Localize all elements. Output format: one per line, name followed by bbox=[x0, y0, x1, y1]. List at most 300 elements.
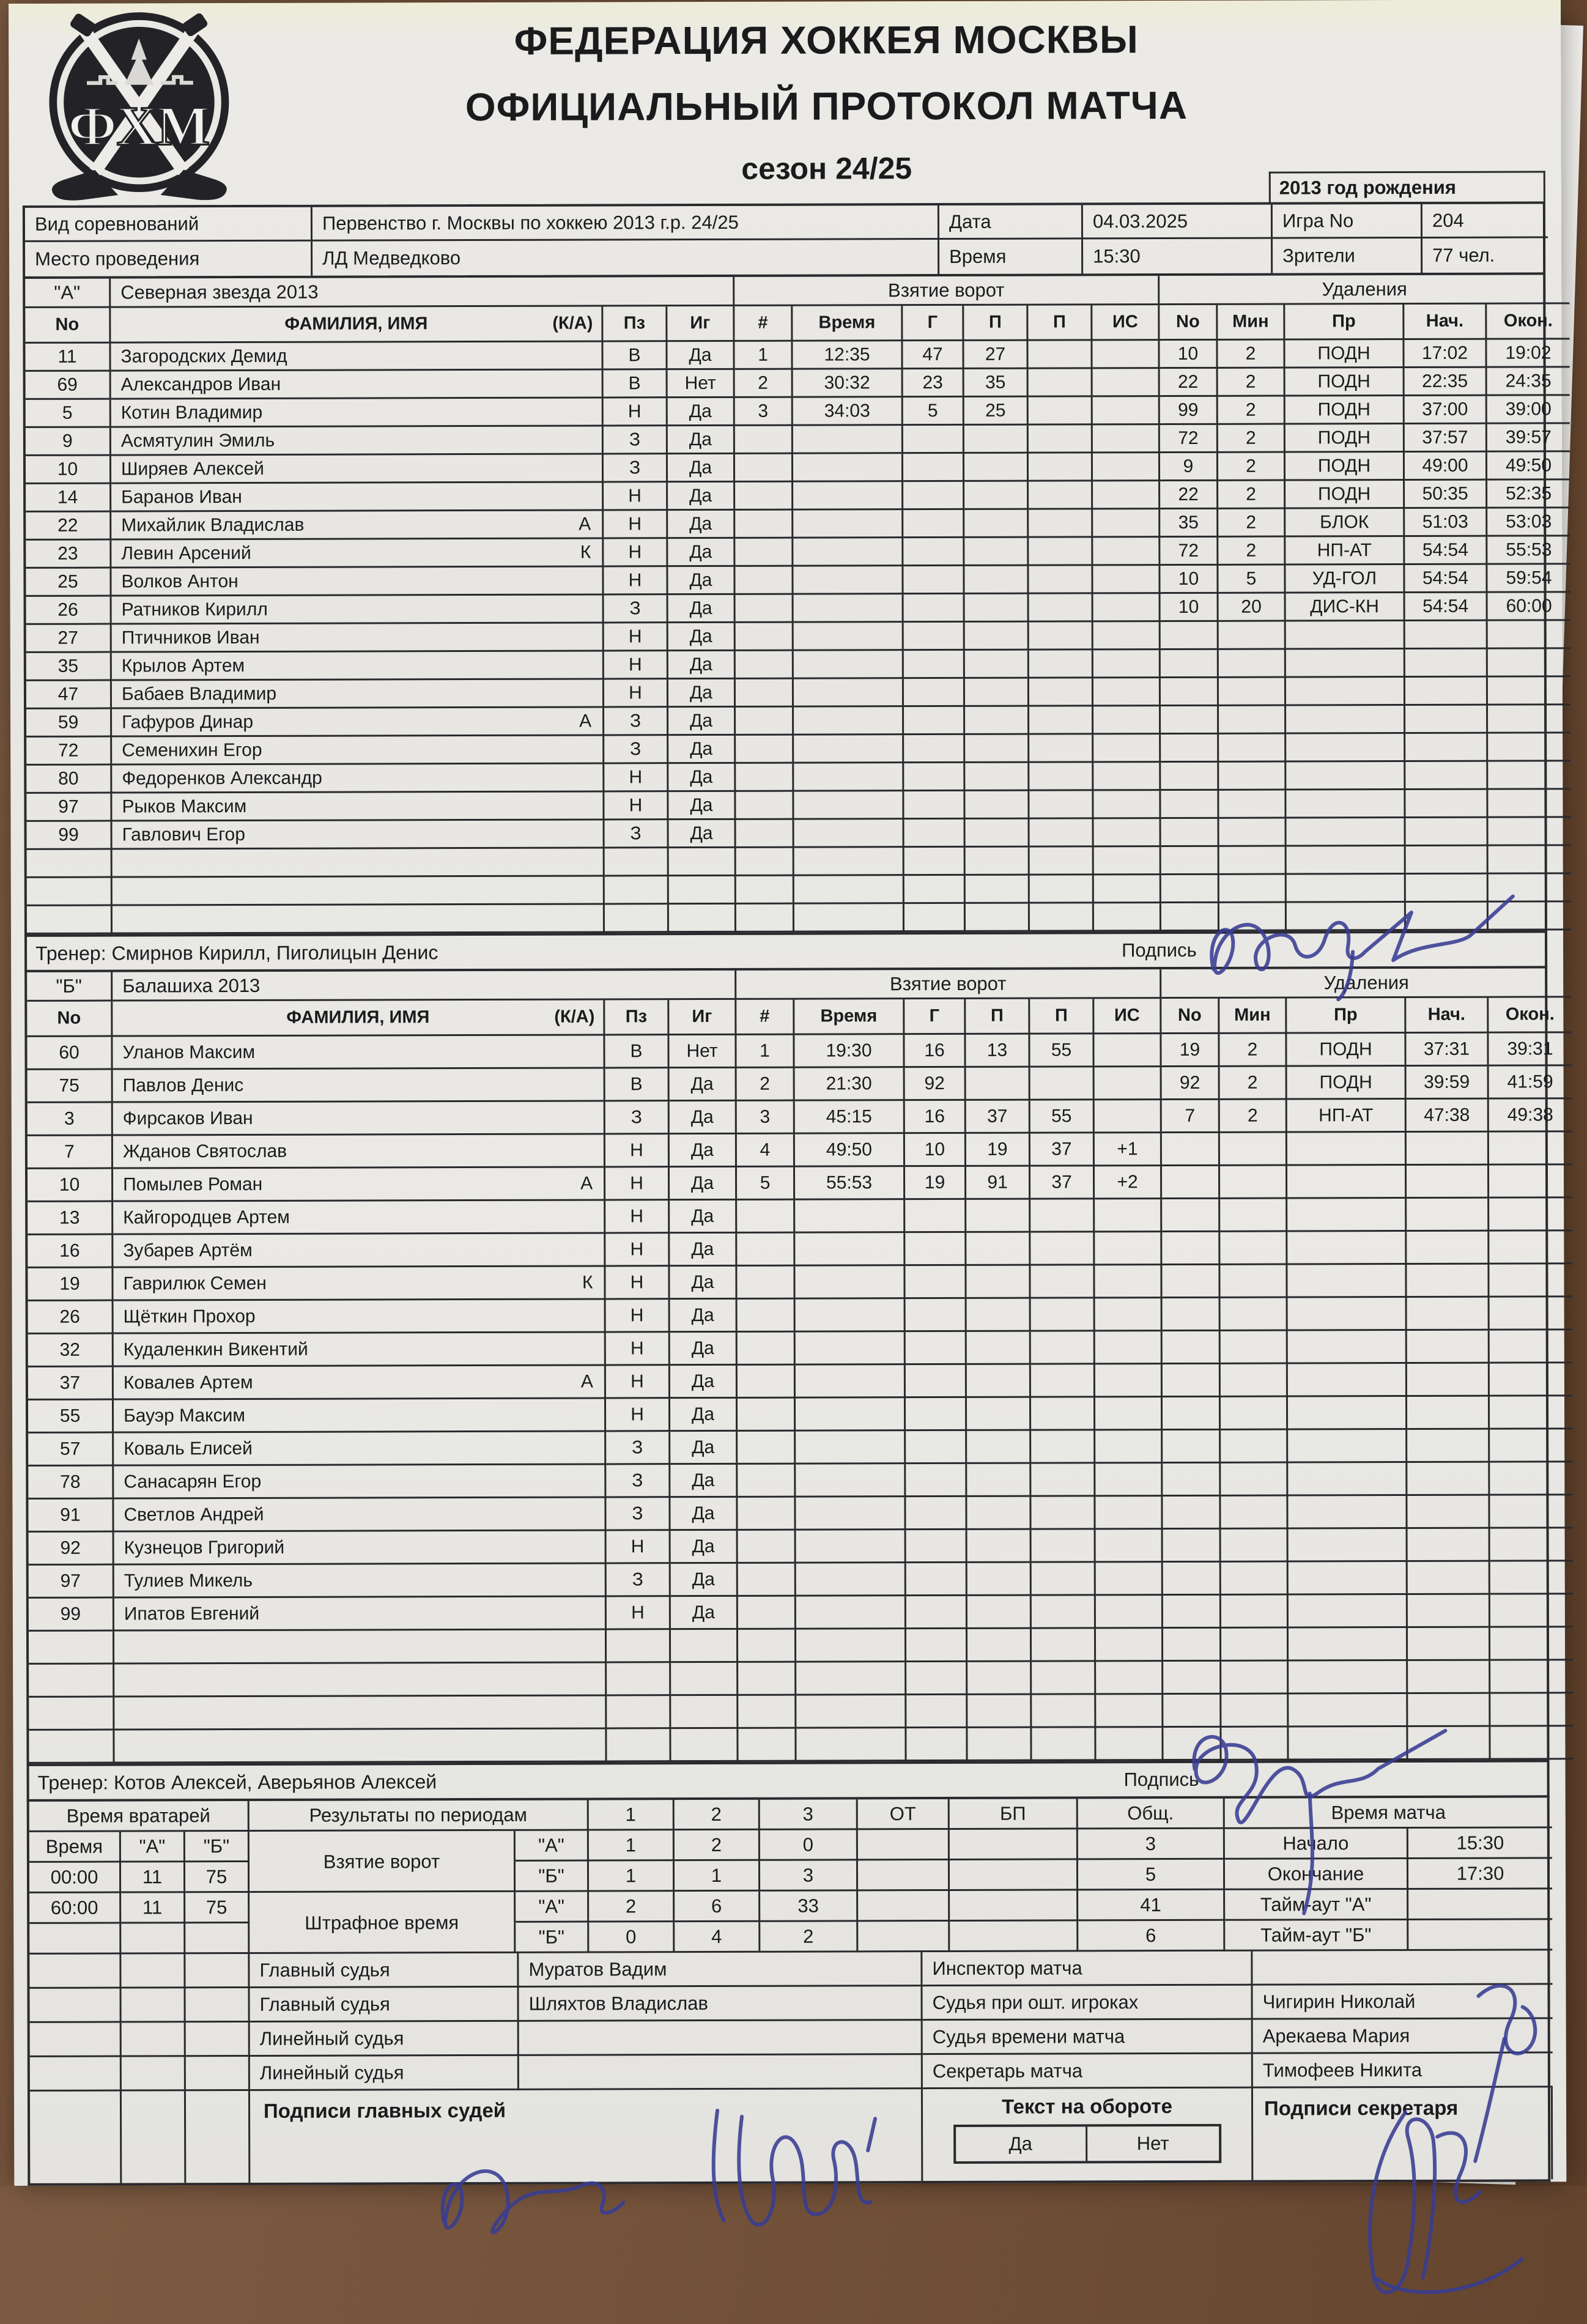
pen-min: 2 bbox=[1218, 369, 1286, 397]
pen-no bbox=[1161, 763, 1219, 791]
goal-extra bbox=[1096, 1728, 1163, 1761]
goal-extra bbox=[1093, 706, 1161, 735]
pen-start: 49:00 bbox=[1405, 453, 1487, 481]
pen-start: 54:54 bbox=[1405, 593, 1488, 621]
goal-time bbox=[793, 510, 903, 538]
pen-type: УД-ГОЛ bbox=[1286, 565, 1405, 594]
player-no: 27 bbox=[26, 625, 112, 653]
col-goal-time: Время bbox=[794, 999, 904, 1035]
col-pen-min: Мин bbox=[1219, 999, 1287, 1034]
pen-no bbox=[1163, 1430, 1221, 1464]
player-pos: Н bbox=[604, 792, 668, 820]
goal-assist1 bbox=[967, 1497, 1031, 1530]
player-name bbox=[111, 483, 604, 512]
goal-assist2 bbox=[1029, 735, 1093, 763]
pen-no: 7 bbox=[1162, 1100, 1220, 1133]
player-pos bbox=[607, 1663, 671, 1696]
pen-no bbox=[1162, 1232, 1220, 1265]
period-1-header: 1 bbox=[589, 1800, 675, 1830]
pen-type: НП-АТ bbox=[1286, 537, 1405, 566]
pen-start: 17:02 bbox=[1404, 340, 1487, 368]
spectators-value: 77 чел. bbox=[1432, 244, 1495, 266]
goal-n bbox=[736, 708, 794, 736]
empty-cell bbox=[186, 2091, 250, 2183]
player-pos bbox=[605, 848, 669, 876]
goal-extra bbox=[1095, 1364, 1163, 1397]
goal-extra bbox=[1095, 1397, 1163, 1430]
player-pos: Н bbox=[604, 483, 668, 511]
player-name bbox=[114, 1696, 607, 1730]
player-played bbox=[671, 1630, 738, 1663]
pen-type bbox=[1286, 818, 1405, 847]
pen-min bbox=[1221, 1563, 1289, 1596]
goal-extra bbox=[1095, 1464, 1163, 1497]
player-played: Да bbox=[670, 1300, 738, 1333]
player-no: 91 bbox=[28, 1500, 114, 1533]
val bbox=[950, 1921, 1078, 1952]
player-pos: З bbox=[604, 426, 668, 454]
pen-end bbox=[1490, 1528, 1573, 1561]
goal-extra bbox=[1094, 847, 1161, 875]
pen-start bbox=[1407, 1199, 1489, 1232]
goal-extra bbox=[1096, 1629, 1163, 1662]
val bbox=[950, 1829, 1078, 1860]
pen-min: 2 bbox=[1218, 453, 1286, 481]
pen-min: 2 bbox=[1218, 397, 1286, 425]
pen-min bbox=[1221, 1331, 1288, 1364]
goal-extra: +1 bbox=[1095, 1133, 1162, 1166]
team-b-coach: Тренер: Котов Алексей, Аверьянов Алексей bbox=[37, 1770, 437, 1794]
goal-n bbox=[738, 1432, 796, 1465]
pen-type: НП-АТ bbox=[1287, 1100, 1407, 1133]
pen-end: 49:50 bbox=[1487, 452, 1570, 480]
player-name bbox=[114, 1366, 606, 1400]
goal-extra bbox=[1093, 594, 1161, 622]
pen-start bbox=[1408, 1628, 1490, 1661]
back-text-options bbox=[953, 2124, 1221, 2164]
goal-assist2 bbox=[1029, 453, 1093, 481]
col-pen-end: Окон. bbox=[1489, 997, 1571, 1033]
player-name bbox=[111, 426, 604, 456]
pen-type bbox=[1288, 1496, 1407, 1530]
player-pos: З bbox=[606, 1465, 670, 1498]
goal-scorer bbox=[906, 1662, 967, 1695]
goal-time: 30:32 bbox=[793, 369, 903, 398]
pen-end: 39:00 bbox=[1487, 396, 1570, 424]
pen-type bbox=[1286, 621, 1405, 650]
goal-scorer bbox=[904, 679, 965, 707]
goal-n bbox=[738, 1597, 796, 1630]
goal-assist2 bbox=[1031, 1430, 1095, 1464]
pen-type bbox=[1289, 1595, 1408, 1629]
pen-type bbox=[1287, 1166, 1407, 1199]
goal-n: 1 bbox=[736, 1035, 794, 1068]
goal-extra bbox=[1093, 819, 1161, 847]
goal-time bbox=[796, 1398, 906, 1431]
player-played bbox=[669, 905, 736, 933]
player-name bbox=[113, 1134, 605, 1169]
player-played: Да bbox=[668, 820, 736, 848]
goals-section-title: Взятие ворот bbox=[734, 276, 1160, 306]
player-pos: Н bbox=[606, 1333, 670, 1366]
official-row bbox=[30, 2019, 1548, 2057]
val bbox=[858, 1860, 950, 1891]
pen-no bbox=[1162, 1133, 1220, 1166]
goals-rowspan-label bbox=[250, 1831, 516, 1873]
signatures-row bbox=[30, 2087, 1548, 2183]
pen-type bbox=[1287, 875, 1406, 903]
pen-end bbox=[1488, 621, 1570, 649]
val: 33 bbox=[760, 1891, 858, 1922]
goal-assist1 bbox=[965, 623, 1029, 651]
goal-extra bbox=[1095, 1298, 1163, 1331]
pen-no: 99 bbox=[1160, 397, 1218, 425]
player-no: 25 bbox=[26, 569, 111, 597]
player-name bbox=[113, 1234, 605, 1268]
goalie-row-b: 75 bbox=[185, 1862, 250, 1893]
goal-assist1 bbox=[965, 820, 1029, 848]
pen-start: 37:00 bbox=[1405, 396, 1487, 424]
player-no: 3 bbox=[28, 1103, 113, 1136]
pen-end bbox=[1490, 1363, 1572, 1396]
official-role-right: Инспектор матча bbox=[922, 1952, 1252, 1986]
pen-type bbox=[1288, 1331, 1407, 1364]
pen-no: 72 bbox=[1160, 425, 1218, 453]
goal-assist2 bbox=[1030, 1067, 1095, 1100]
goal-assist2 bbox=[1029, 397, 1093, 425]
goal-extra bbox=[1093, 397, 1160, 425]
pen-end bbox=[1490, 1462, 1572, 1495]
goal-scorer bbox=[905, 1200, 966, 1233]
goal-assist1 bbox=[966, 1233, 1030, 1266]
player-pos: З bbox=[604, 454, 668, 483]
pen-type: ПОДН bbox=[1286, 396, 1405, 425]
player-ka: А bbox=[579, 514, 591, 535]
pen-no bbox=[1163, 1464, 1221, 1497]
official-role-right: Секретарь матча bbox=[923, 2054, 1253, 2089]
player-pos: Н bbox=[605, 1234, 670, 1267]
goal-n bbox=[738, 1564, 796, 1597]
player-name-text: Левин Арсений bbox=[121, 542, 251, 564]
period-total-header: Общ. bbox=[1078, 1799, 1225, 1830]
pen-end bbox=[1488, 649, 1570, 677]
goal-extra bbox=[1093, 453, 1160, 481]
goal-assist1 bbox=[965, 651, 1029, 679]
player-name-text: Птичников Иван bbox=[121, 627, 260, 648]
player-no: 9 bbox=[26, 428, 111, 456]
pen-start bbox=[1408, 1694, 1490, 1727]
goalie-a-col: "А" bbox=[121, 1832, 185, 1862]
goal-n bbox=[738, 1399, 796, 1432]
pen-no bbox=[1163, 1662, 1221, 1695]
pen-type: ПОДН bbox=[1287, 1034, 1406, 1067]
goal-assist2 bbox=[1031, 1298, 1095, 1331]
goal-scorer: 19 bbox=[905, 1167, 966, 1200]
goal-assist2: 37 bbox=[1030, 1166, 1095, 1199]
pen-no: 10 bbox=[1160, 566, 1218, 594]
pen-start bbox=[1408, 1529, 1490, 1562]
official-name-right: Тимофеев Никита bbox=[1253, 2053, 1553, 2088]
player-pos: Н bbox=[605, 1201, 670, 1234]
pen-start bbox=[1405, 818, 1488, 846]
goal-extra bbox=[1093, 622, 1161, 650]
pen-min bbox=[1221, 1497, 1288, 1530]
goal-assist2 bbox=[1028, 341, 1092, 369]
pen-min bbox=[1219, 875, 1287, 903]
player-played: Да bbox=[668, 483, 735, 511]
pen-no: 19 bbox=[1161, 1034, 1219, 1067]
goal-time bbox=[793, 538, 903, 566]
col-no: No bbox=[25, 308, 111, 344]
pen-min: 2 bbox=[1218, 425, 1286, 453]
goal-assist1 bbox=[967, 1596, 1032, 1629]
mt-value: 15:30 bbox=[1408, 1828, 1552, 1859]
pen-type bbox=[1288, 1430, 1407, 1464]
col-goal-is: ИС bbox=[1094, 999, 1161, 1034]
player-played: Да bbox=[668, 679, 736, 708]
player-no: 5 bbox=[26, 400, 111, 428]
player-name-text: Гаврилюк Семен bbox=[123, 1273, 267, 1294]
player-pos: Н bbox=[604, 679, 668, 708]
pen-no bbox=[1161, 791, 1219, 819]
pen-no bbox=[1161, 819, 1219, 847]
pen-start bbox=[1408, 1727, 1490, 1760]
pen-min bbox=[1221, 1298, 1288, 1331]
goal-scorer bbox=[906, 1629, 967, 1662]
secretary-signature-label: Подписи секретаря bbox=[1263, 2096, 1459, 2120]
goal-n bbox=[735, 511, 793, 539]
goal-time bbox=[794, 904, 904, 932]
team-cell: "А" bbox=[516, 1892, 589, 1923]
player-pos: Н bbox=[604, 567, 668, 595]
period-bp-header: БП bbox=[950, 1799, 1078, 1830]
empty-cell bbox=[185, 1988, 250, 2022]
pen-end: 41:59 bbox=[1489, 1066, 1572, 1099]
goal-assist2 bbox=[1030, 1265, 1095, 1298]
empty-cell bbox=[185, 1954, 250, 1988]
player-no: 7 bbox=[28, 1136, 113, 1169]
periods-title: Результаты по периодам bbox=[250, 1800, 589, 1832]
goal-time bbox=[795, 1233, 905, 1266]
player-name bbox=[111, 370, 604, 399]
goal-scorer bbox=[904, 820, 965, 848]
goal-time bbox=[793, 454, 903, 482]
empty-cell bbox=[29, 1989, 121, 2023]
pen-end: 53:03 bbox=[1487, 508, 1570, 536]
goal-time: 45:15 bbox=[795, 1101, 905, 1134]
player-name bbox=[114, 1531, 607, 1565]
goal-scorer bbox=[906, 1728, 967, 1761]
judges-signatures-cell bbox=[250, 2089, 923, 2183]
pen-start: 37:57 bbox=[1405, 424, 1487, 453]
time-value: 15:30 bbox=[1083, 239, 1273, 274]
pen-end: 55:53 bbox=[1487, 536, 1570, 564]
pen-no bbox=[1163, 1397, 1221, 1430]
goal-time: 55:53 bbox=[795, 1167, 905, 1200]
goal-time: 21:30 bbox=[795, 1068, 905, 1101]
player-no: 75 bbox=[28, 1070, 113, 1103]
goal-n bbox=[737, 1201, 795, 1234]
player-no bbox=[29, 1731, 114, 1764]
val: 1 bbox=[589, 1861, 675, 1892]
game-no-value: 204 bbox=[1422, 204, 1548, 239]
col-goal-p2: П bbox=[1028, 305, 1092, 341]
pen-end bbox=[1490, 1594, 1573, 1627]
player-no: 16 bbox=[28, 1235, 113, 1268]
pen-start bbox=[1407, 1265, 1489, 1298]
pen-min bbox=[1219, 706, 1286, 735]
player-played: Да bbox=[670, 1201, 737, 1234]
official-role: Линейный судья bbox=[250, 2056, 519, 2091]
pen-no: 9 bbox=[1160, 453, 1218, 481]
col-name-label: ФАМИЛИЯ, ИМЯ bbox=[286, 1007, 430, 1027]
pen-no bbox=[1163, 1728, 1221, 1761]
summary-header-row bbox=[29, 1797, 1547, 1832]
goal-assist1: 19 bbox=[966, 1134, 1030, 1167]
player-ka: К bbox=[580, 542, 591, 563]
date-label: Дата bbox=[939, 205, 1083, 240]
player-pos bbox=[605, 876, 669, 905]
val: 6 bbox=[675, 1892, 760, 1922]
pen-min: 2 bbox=[1219, 1034, 1287, 1067]
goal-time bbox=[795, 1266, 905, 1299]
goal-time: 19:30 bbox=[794, 1035, 904, 1068]
col-goal-g: Г bbox=[903, 306, 964, 341]
goal-assist1 bbox=[964, 538, 1029, 566]
col-goal-is: ИС bbox=[1092, 305, 1160, 341]
goal-n bbox=[738, 1630, 796, 1663]
pen-min bbox=[1219, 735, 1286, 763]
pen-no: 35 bbox=[1160, 509, 1218, 538]
team-b-code: "Б" bbox=[27, 972, 113, 1002]
official-name: Шляхтов Владислав bbox=[519, 1986, 922, 2022]
pen-min: 2 bbox=[1218, 341, 1285, 369]
judges-signatures-label: Подписи главных судей bbox=[263, 2098, 506, 2122]
official-name-right: Арекаева Мария bbox=[1253, 2019, 1553, 2054]
goal-assist2 bbox=[1029, 791, 1093, 819]
goal-n bbox=[736, 623, 794, 651]
goals-section-title-b: Взятие ворот bbox=[736, 969, 1161, 1000]
goal-extra bbox=[1094, 903, 1161, 931]
goal-n: 3 bbox=[737, 1101, 795, 1134]
player-name-text: Рыков Максим bbox=[122, 796, 247, 817]
pen-start bbox=[1405, 706, 1488, 734]
player-name-text: Тулиев Микель bbox=[124, 1570, 253, 1591]
player-no bbox=[29, 1665, 114, 1698]
pen-end: 39:31 bbox=[1489, 1033, 1571, 1066]
official-role-right: Судья при ошт. игроках bbox=[922, 1986, 1252, 2021]
player-name bbox=[114, 1564, 607, 1598]
pen-start bbox=[1406, 903, 1489, 931]
goal-extra bbox=[1093, 509, 1160, 538]
pen-end bbox=[1489, 1165, 1572, 1198]
player-no: 10 bbox=[28, 1169, 113, 1202]
page-subtitle: ОФИЦИАЛЬНЫЙ ПРОТОКОЛ МАТЧА bbox=[465, 83, 1188, 130]
pen-min bbox=[1219, 650, 1286, 678]
player-pos: Н bbox=[604, 539, 668, 567]
empty-cell bbox=[30, 2023, 122, 2057]
period-3-header: 3 bbox=[760, 1799, 858, 1830]
pen-start bbox=[1405, 678, 1488, 706]
goal-n bbox=[736, 792, 794, 820]
goal-time: 49:50 bbox=[795, 1134, 905, 1167]
goal-assist2 bbox=[1030, 875, 1094, 903]
goal-time bbox=[796, 1563, 906, 1596]
goal-n: 1 bbox=[734, 342, 793, 370]
goal-scorer bbox=[904, 848, 966, 876]
goal-n bbox=[735, 539, 793, 567]
player-pos: Н bbox=[606, 1399, 670, 1432]
pen-min bbox=[1220, 1166, 1287, 1199]
player-name bbox=[113, 1201, 605, 1235]
player-name-text: Помылев Роман bbox=[123, 1174, 263, 1195]
col-pen-no: No bbox=[1160, 305, 1218, 341]
player-no: 72 bbox=[26, 738, 112, 766]
goal-assist2 bbox=[1032, 1662, 1096, 1695]
goal-assist2: 55 bbox=[1030, 1034, 1094, 1067]
pen-end: 24:35 bbox=[1487, 368, 1570, 396]
goal-assist1 bbox=[966, 1200, 1030, 1233]
player-played bbox=[671, 1663, 738, 1696]
player-played: Да bbox=[668, 708, 736, 736]
pen-no: 72 bbox=[1160, 538, 1218, 566]
goal-scorer bbox=[903, 454, 964, 482]
official-row bbox=[29, 1985, 1547, 2022]
pen-type bbox=[1287, 1265, 1407, 1298]
col-goal-time: Время bbox=[793, 306, 903, 341]
goal-time bbox=[793, 566, 903, 594]
empty-cell bbox=[185, 1923, 250, 1954]
goal-assist2 bbox=[1031, 1364, 1095, 1397]
player-no bbox=[27, 906, 113, 934]
goal-n bbox=[736, 764, 794, 792]
player-played: Нет bbox=[669, 1035, 736, 1068]
pen-end bbox=[1490, 1330, 1572, 1363]
goal-extra bbox=[1095, 1497, 1163, 1530]
pen-type bbox=[1286, 649, 1405, 678]
pen-start: 37:31 bbox=[1406, 1034, 1489, 1067]
pen-no: 22 bbox=[1160, 369, 1218, 397]
empty-cell bbox=[30, 2057, 122, 2092]
team-a-coach-row bbox=[24, 933, 1547, 972]
goalie-row-b: 75 bbox=[185, 1893, 250, 1923]
pen-end bbox=[1489, 1264, 1572, 1297]
player-played: Да bbox=[668, 539, 735, 567]
player-no: 13 bbox=[28, 1202, 113, 1235]
pen-type bbox=[1286, 762, 1405, 791]
player-name-text: Павлов Денис bbox=[122, 1075, 244, 1096]
col-pen-pr: Пр bbox=[1285, 305, 1404, 341]
time-label: Время bbox=[939, 239, 1083, 274]
team-a-coach: Тренер: Смирнов Кирилл, Пиголицын Денис bbox=[35, 941, 438, 964]
player-name-text: Бауэр Максим bbox=[124, 1405, 245, 1426]
pen-type: ПОДН bbox=[1286, 424, 1405, 453]
goal-time bbox=[796, 1431, 906, 1464]
player-no bbox=[27, 878, 113, 906]
goal-assist1 bbox=[965, 679, 1029, 707]
pen-min bbox=[1221, 1364, 1288, 1397]
pen-min bbox=[1220, 1199, 1287, 1232]
goal-assist2 bbox=[1029, 678, 1093, 706]
pen-type bbox=[1286, 790, 1405, 819]
col-pz: Пз bbox=[605, 1000, 669, 1035]
pen-start: 39:59 bbox=[1407, 1067, 1489, 1100]
goal-assist1 bbox=[967, 1464, 1031, 1497]
pen-end: 19:02 bbox=[1487, 339, 1569, 368]
player-no: 57 bbox=[28, 1434, 114, 1467]
pen-start: 50:35 bbox=[1405, 481, 1487, 509]
goal-time bbox=[794, 623, 904, 651]
